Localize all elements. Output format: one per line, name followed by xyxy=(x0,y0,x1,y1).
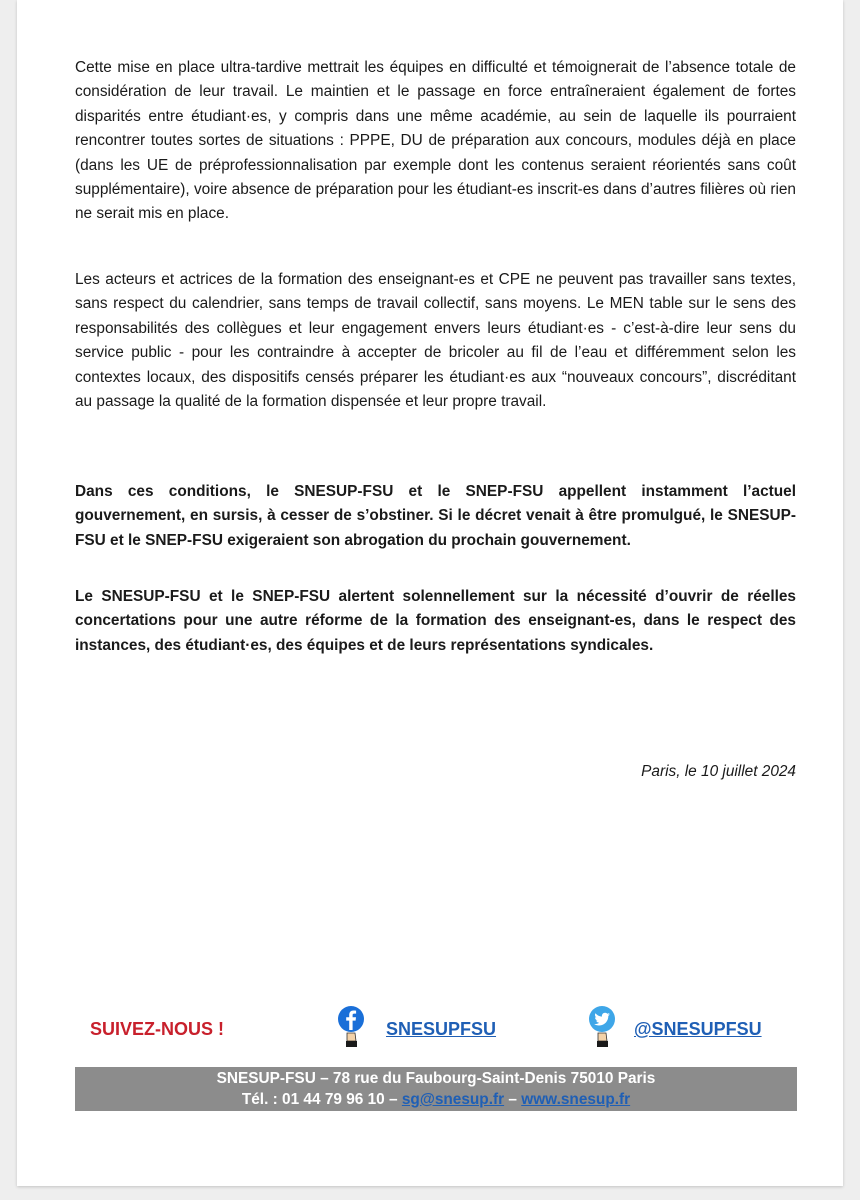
paragraph-1: Cette mise en place ultra-tardive mettrait les équipes en difficulté et témoignerait de l’absence totale de considération de leur travail. Le maintien et le passage en force entraîneraient également de fortes disparités entre étudiant·es, y compris dans une même académie, au sein de laquelle ils pourraient rencontrer toutes sortes de situations : PPPE, DU de préparation aux concours, modules déjà en place (dans les UE de préprofessionnalisation par exemple dont les contenus seraient réorientés sans coût supplémentaire), voire absence de préparation pour les étudiant-es inscrit-es dans d’autres filières où rien ne serait mis en place. xyxy=(75,59,796,223)
follow-us-label: SUIVEZ-NOUS ! xyxy=(90,1019,225,1039)
paragraph-3-bold: Dans ces conditions, le SNESUP-FSU et le SNEP-FSU appellent instamment l’actuel gouvernement, en sursis, à cesser de s’obstiner. Si le décret venait à être promulgué, le SNESUP-FSU et le SNEP-FSU exigeraient son abrogation du prochain gouvernement. xyxy=(75,483,796,549)
twitter-link[interactable]: @SNESUPFSU xyxy=(634,1019,762,1039)
document-page xyxy=(17,0,843,1186)
footer-separator: – xyxy=(508,1091,517,1108)
footer-contact-bar xyxy=(75,1067,797,1111)
twitter-icon[interactable] xyxy=(584,1004,620,1048)
footer-website-link[interactable]: www.snesup.fr xyxy=(521,1091,631,1108)
paragraph-2: Les acteurs et actrices de la formation des enseignant-es et CPE ne peuvent pas travailler sans textes, sans respect du calendrier, sans temps de travail collectif, sans moyens. Le MEN table sur le sens des responsabilités des collègues et leur engagement envers leurs étudiant·es - c’est-à-dire leur sens du service public - pour les contraindre à accepter de bricoler au fil de l’eau et différemment selon les contextes locaux, des dispositifs censés préparer les étudiant·es aux “nouveaux concours”, discréditant au passage la qualité de la formation dispensée et leur propre travail. xyxy=(75,271,796,411)
date-signature: Paris, le 10 juillet 2024 xyxy=(641,763,796,780)
paragraph-4-bold: Le SNESUP-FSU et le SNEP-FSU alertent solennellement sur la nécessité d’ouvrir de réelles concertations pour une autre réforme de la formation des enseignant-es, dans le respect des instances, des étudiant·es, des équipes et de leurs représentations syndicales. xyxy=(75,588,796,654)
footer-email-link[interactable]: sg@snesup.fr xyxy=(401,1091,505,1108)
footer-contact-line xyxy=(75,1089,797,1110)
footer-phone: Tél. : 01 44 79 96 10 xyxy=(241,1091,385,1108)
facebook-link[interactable]: SNESUPFSU xyxy=(386,1019,497,1039)
footer-address: SNESUP-FSU – 78 rue du Faubourg-Saint-Denis 75010 Paris xyxy=(216,1070,656,1087)
facebook-icon[interactable] xyxy=(333,1004,369,1048)
footer-separator: – xyxy=(389,1091,398,1108)
